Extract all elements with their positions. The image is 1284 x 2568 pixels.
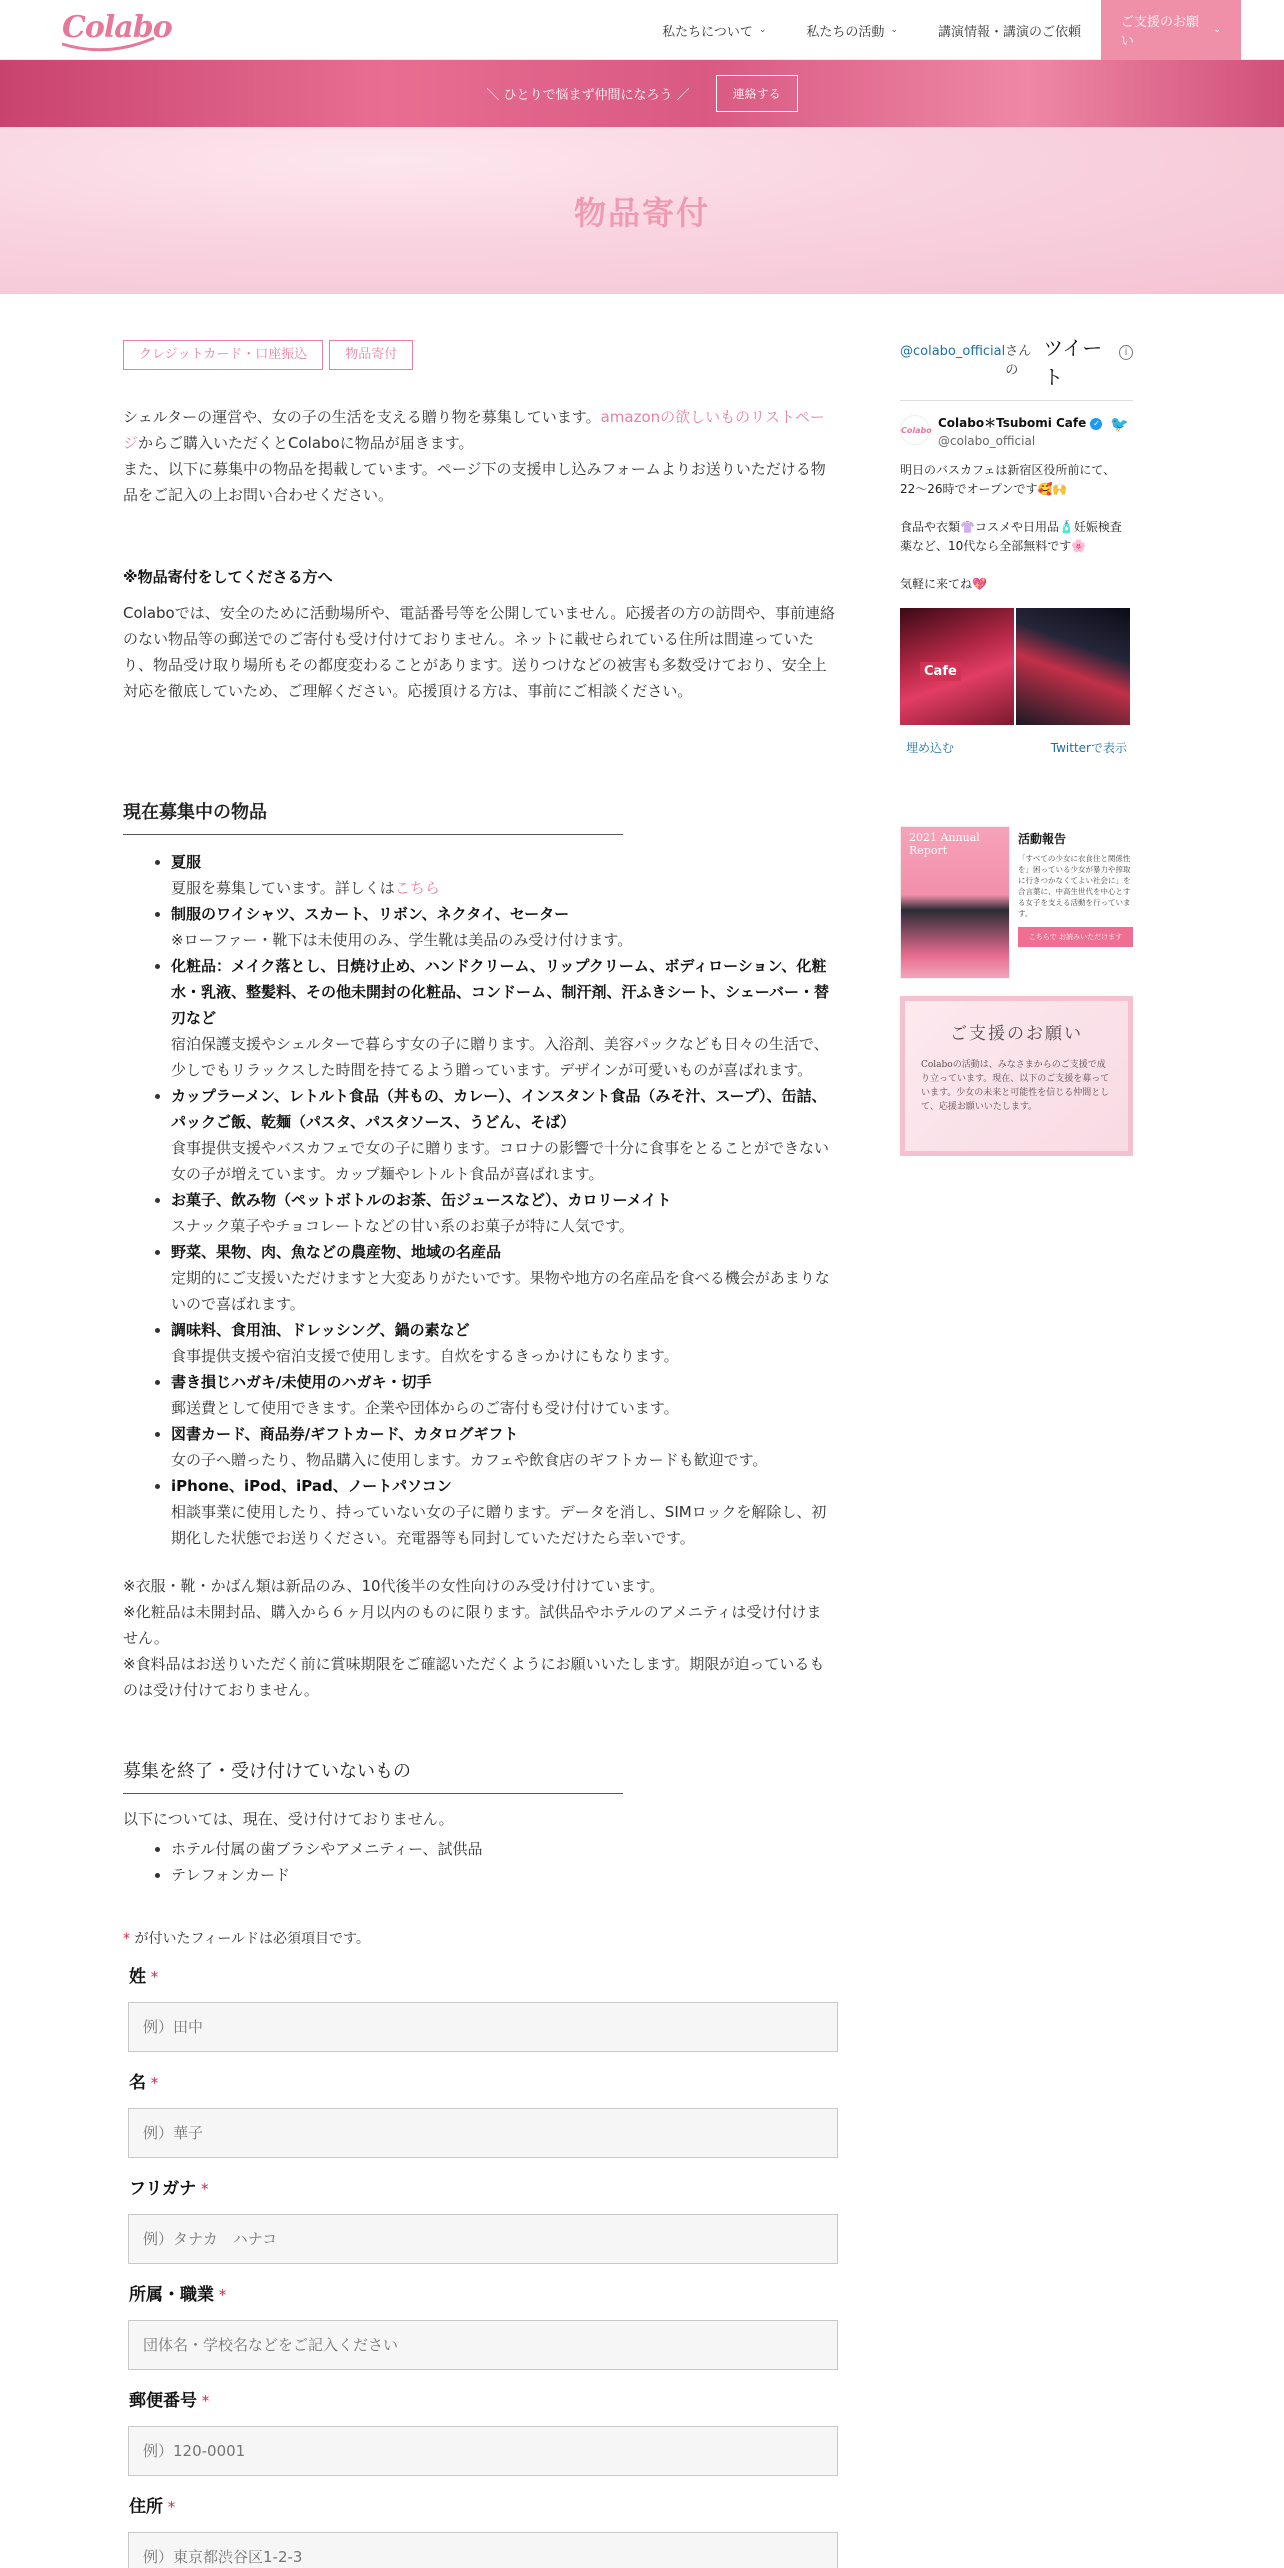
- twitter-widget: [900, 332, 1133, 756]
- list-item: [171, 1083, 835, 1187]
- sidebar: [900, 332, 1133, 1156]
- list-item: [171, 1317, 835, 1369]
- page-hero: [0, 127, 1284, 294]
- contact-banner: [0, 60, 1284, 127]
- note-text: ※化粧品は未開封品、購入から６ヶ月以内のものに限ります。試供品やホテルのアメニティは受け付けません。: [123, 1603, 822, 1647]
- nav-activities[interactable]: [786, 0, 918, 60]
- twitter-bird-icon[interactable]: 🐦: [1110, 415, 1129, 433]
- intro-text-a: シェルターの運営や、女の子の生活を支える贈り物を募集しています。: [123, 408, 601, 426]
- field-label: 姓: [129, 1967, 146, 1987]
- required-note-text: が付いたフィールドは必須項目です。: [130, 1931, 370, 1947]
- item-desc: ※ローファー・靴下は未使用のみ、学生靴は美品のみ受け付けます。: [171, 931, 633, 949]
- tweet-line: 明日のバスカフェは新宿区役所前にて、22〜26時でオープンです🥰🙌: [900, 463, 1116, 496]
- postal-code-input[interactable]: [128, 2426, 838, 2476]
- item-desc: 宿泊保護支援やシェルターで暮らす女の子に贈ります。入浴剤、美容パックなども日々の生活で、少しでもリラックスした時間を持てるよう贈っています。デザインが可愛いものが喜ばれます。: [171, 1035, 829, 1079]
- field-label: 住所: [129, 2497, 163, 2517]
- field-furigana: [123, 2176, 835, 2264]
- notice-heading: ※物品寄付をしてくださる方へ: [123, 568, 333, 586]
- ended-items-list: [171, 1836, 835, 1888]
- list-item: • テレフォンカード: [171, 1862, 835, 1888]
- intro-paragraph: [123, 404, 835, 508]
- list-item: [171, 1369, 835, 1421]
- nav-activities-label: 私たちの活動: [806, 24, 885, 40]
- first-name-input[interactable]: [128, 2108, 838, 2158]
- annual-report-cover: [900, 826, 1010, 979]
- list-item: [171, 1473, 835, 1551]
- tweet-user: [900, 415, 1133, 451]
- item-desc: 夏服を募集しています。詳しくは: [171, 879, 395, 897]
- avatar[interactable]: Colabo: [900, 415, 930, 445]
- field-last-name: [123, 1964, 835, 2052]
- note-text: ※衣服・靴・かばん類は新品のみ、10代後半の女性向けのみ受け付けています。: [123, 1577, 665, 1595]
- main-content: [123, 340, 835, 2568]
- intro-text-c: また、以下に募集中の物品を掲載しています。ページ下の支援申し込みフォームよりお送りいただける物品をご記入の上お問い合わせください。: [123, 460, 826, 504]
- tweet-user-handle[interactable]: @colabo_official: [938, 434, 1036, 448]
- list-item: [171, 1187, 835, 1239]
- support-appeal-card[interactable]: [900, 996, 1133, 1156]
- report-desc: 「すべての少女に衣食住と関係性を」困っている少女が暴力や搾取に行きつかなくてよい社会に」を合言葉に、中高生世代を中心とする女子を支える活動を行っています。: [1018, 854, 1131, 918]
- furigana-input[interactable]: [128, 2214, 838, 2264]
- item-desc: 相談事業に使用したり、持っていない女の子に贈ります。データを消し、SIMロックを解除し、初期化した状態でお送りください。充電器等も同封していただけたら幸いです。: [171, 1503, 827, 1547]
- list-item: [171, 1421, 835, 1473]
- ended-items-title: 募集を終了・受け付けていないもの: [123, 1759, 623, 1794]
- banner-text: ＼ ひとりで悩まず仲間になろう ／: [486, 88, 690, 103]
- tweet: [900, 401, 1133, 725]
- twitter-handle-link[interactable]: @colabo_official: [900, 344, 1006, 359]
- field-address: [123, 2494, 835, 2568]
- item-desc: 食事提供支援やバスカフェで女の子に贈ります。コロナの影響で十分に食事をとることができない女の子が増えています。カップ麺やレトルト食品が喜ばれます。: [171, 1139, 830, 1183]
- item-name: iPhone、iPod、iPad、ノートパソコン: [171, 1477, 452, 1495]
- item-desc: スナック菓子やチョコレートなどの甘い系のお菓子が特に人気です。: [171, 1217, 634, 1235]
- current-items-list: [171, 849, 835, 1551]
- annual-report-card[interactable]: [900, 826, 1133, 986]
- required-note: [123, 1926, 835, 1952]
- list-item: [171, 849, 835, 901]
- notice-body: Colaboでは、安全のために活動場所や、電話番号等を公開していません。応援者の方の訪問や、事前連絡のない物品等の郵送でのご寄付も受け付けておりません。ネットに載せられている住所は間違っていたり、物品受け取り場所もその都度変わることがあります。送りつけなどの被害も多数受けており、安全上対応を徹底していため、ご理解ください。応援頂ける方は、事前にご相談ください。: [123, 604, 836, 700]
- chevron-down-icon: ⌄: [758, 25, 767, 35]
- verified-icon: ✓: [1090, 418, 1102, 430]
- item-name: 制服のワイシャツ、スカート、リボン、ネクタイ、セーター: [171, 905, 570, 923]
- embed-link[interactable]: 埋め込む: [906, 741, 955, 755]
- site-header: [0, 0, 1284, 60]
- last-name-input[interactable]: [128, 2002, 838, 2052]
- item-name: 夏服: [171, 853, 202, 871]
- field-affiliation: [123, 2282, 835, 2370]
- nav-lectures[interactable]: [918, 0, 1101, 60]
- category-tabs: [123, 340, 835, 370]
- required-star: *: [150, 1968, 159, 1986]
- nav-about[interactable]: [642, 0, 786, 60]
- item-name: 書き損じハガキ/未使用のハガキ・切手: [171, 1373, 432, 1391]
- page-title: 物品寄付: [573, 193, 710, 232]
- field-label: 郵便番号: [129, 2391, 197, 2411]
- twitter-widget-header: [900, 332, 1133, 401]
- required-star: *: [200, 2180, 209, 2198]
- info-icon[interactable]: i: [1119, 345, 1133, 360]
- ended-intro: 以下については、現在、受け付けておりません。: [123, 1810, 454, 1828]
- list-item: [171, 953, 835, 1083]
- tweet-body: [900, 461, 1133, 594]
- required-star: *: [123, 1931, 130, 1947]
- item-desc: 食事提供支援や宿泊支援で使用します。自炊をするきっかけにもなります。: [171, 1347, 679, 1365]
- item-desc: 定期的にご支援いただけますと大変ありがたいです。果物や地方の名産品を食べる機会があまりないので喜ばれます。: [171, 1269, 830, 1313]
- intro-text-b: からご購入いただくとColaboに物品が届きます。: [138, 434, 474, 452]
- chevron-down-icon: ⌄: [890, 25, 898, 35]
- donation-notes: [123, 1573, 835, 1703]
- tweet-user-name[interactable]: [938, 415, 1102, 432]
- tweet-user-name-text: Colabo＊Tsubomi Cafe: [938, 416, 1087, 430]
- report-cover-title: 2021 Annual Report: [909, 831, 980, 857]
- twitter-widget-footer: [900, 739, 1133, 756]
- required-star: *: [167, 2498, 176, 2516]
- view-on-twitter-link[interactable]: Twitterで表示: [1050, 741, 1127, 755]
- note-text: ※食料品はお送りいただく前に賞味期限をご確認いただくようにお願いいたします。期限が迫っているものは受け付けておりません。: [123, 1655, 825, 1699]
- main-nav: [642, 0, 1284, 60]
- field-postal-code: [123, 2388, 835, 2476]
- list-item: [171, 1239, 835, 1317]
- donation-form: [123, 1964, 835, 2568]
- list-item: • ホテル付属の歯ブラシやアメニティー、試供品: [171, 1836, 835, 1862]
- field-first-name: [123, 2070, 835, 2158]
- photo-sign: Cafe: [920, 662, 961, 681]
- nav-lectures-label: 講演情報・講演のご依頼: [937, 24, 1081, 40]
- amazon-wishlist-link[interactable]: amazonの欲しいものリストページ: [123, 408, 825, 452]
- colabo-logo[interactable]: [58, 8, 172, 52]
- summer-clothes-link[interactable]: こちら: [394, 879, 440, 897]
- read-report-button[interactable]: こちらで お読みいただけます: [1018, 927, 1133, 947]
- chevron-down-icon: ⌄: [1213, 25, 1221, 35]
- item-name: 野菜、果物、肉、魚などの農産物、地域の名産品: [171, 1243, 502, 1261]
- nav-support-label: ご支援のお願い: [1121, 15, 1200, 49]
- logo-text: Colabo: [62, 10, 172, 45]
- tweet-photo-interior[interactable]: [1016, 608, 1130, 725]
- twitter-san: さんの: [1005, 344, 1032, 378]
- twitter-heading: ツイート: [1043, 336, 1103, 389]
- field-label: フリガナ: [129, 2179, 197, 2199]
- address-input[interactable]: [128, 2532, 838, 2568]
- tweet-photos: [900, 608, 1133, 725]
- item-desc: 女の子へ贈ったり、物品購入に使用します。カフェや飲食店のギフトカードも歓迎です。: [171, 1451, 768, 1469]
- nav-support[interactable]: [1101, 0, 1241, 60]
- contact-button[interactable]: 連絡する: [716, 75, 798, 112]
- tab-credit-card[interactable]: クレジットカード・口座振込: [123, 340, 323, 370]
- tweet-photo-bus[interactable]: [900, 608, 1014, 725]
- required-star: *: [218, 2286, 227, 2304]
- field-label: 名: [129, 2073, 146, 2093]
- field-label: 所属・職業: [129, 2285, 214, 2305]
- affiliation-input[interactable]: [128, 2320, 838, 2370]
- nav-about-label: 私たちについて: [662, 24, 753, 40]
- item-desc: 郵送費として使用できます。企業や団体からのご寄付も受け付けています。: [171, 1399, 679, 1417]
- appeal-desc: Colaboの活動は、みなさまからのご支援で成り立っています。現在、以下のご支援を募っています。少女の未来と可能性を信じる仲間として、応援お願いいたします。: [921, 1060, 1110, 1112]
- item-name: お菓子、飲み物（ペットボトルのお茶、缶ジュースなど）、カロリーメイト: [171, 1191, 672, 1209]
- required-star: *: [201, 2392, 210, 2410]
- current-items-title: 現在募集中の物品: [123, 800, 623, 835]
- required-star: *: [150, 2074, 159, 2092]
- report-title: 活動報告: [1018, 832, 1067, 846]
- tweet-line: 気軽に来てね💖: [900, 577, 987, 591]
- tweet-line: 食品や衣類👚コスメや日用品🧴妊娠検査薬など、10代なら全部無料です🌸: [900, 520, 1122, 553]
- tab-goods-donation[interactable]: 物品寄付: [329, 340, 413, 370]
- item-name: 化粧品：メイク落とし、日焼け止め、ハンドクリーム、リップクリーム、ボディローション、化粧水・乳液、整髪料、その他未開封の化粧品、コンドーム、制汗剤、汗ふきシート、シェーバー・替刃など: [171, 957, 830, 1027]
- item-name: カップラーメン、レトルト食品（丼もの、カレー）、インスタント食品（みそ汁、スープ）、缶詰、パックご飯、乾麺（パスタ、パスタソース、うどん、そば）: [171, 1087, 827, 1131]
- item-name: 調味料、食用油、ドレッシング、鍋の素など: [171, 1321, 470, 1339]
- item-name: 図書カード、商品券/ギフトカード、カタログギフト: [171, 1425, 519, 1443]
- list-item: [171, 901, 835, 953]
- appeal-title: ご支援のお願い: [950, 1024, 1083, 1044]
- annual-report-info: [1018, 826, 1133, 986]
